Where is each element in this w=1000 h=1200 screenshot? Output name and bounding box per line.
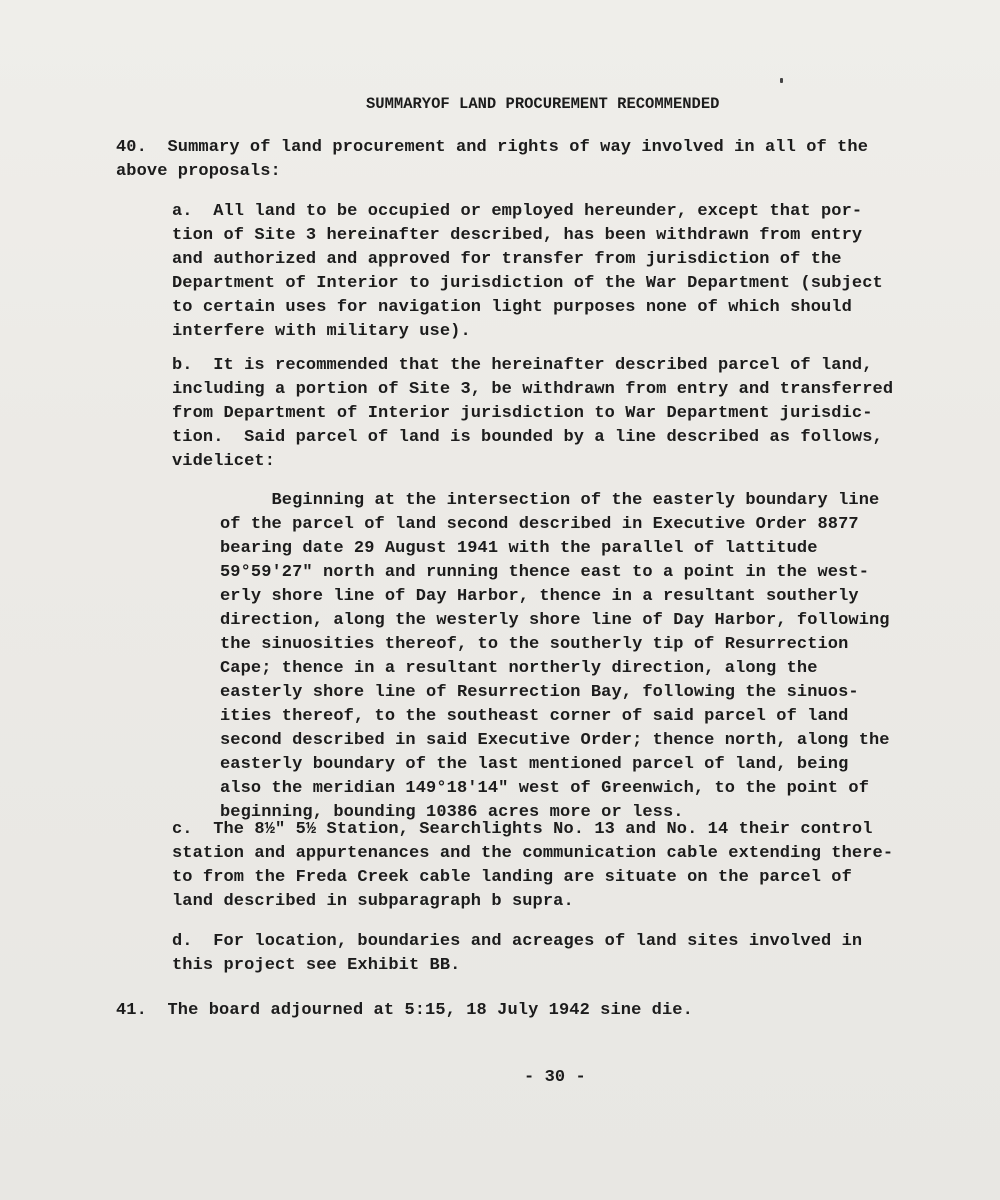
text-line: beginning, bounding 10386 acres more or less. [220, 803, 684, 822]
paragraph-40 [116, 136, 916, 184]
subparagraph-c [172, 818, 932, 914]
text-line: d. For location, boundaries and acreages of land sites involved in [172, 932, 863, 951]
text-line: 59°59'27" north and running thence east to a point in the west- [220, 563, 870, 582]
text-line: c. The 8½" 5½ Station, Searchlights No. 13 and No. 14 their control [172, 820, 873, 839]
text-line: tion. Said parcel of land is bounded by a line described as follows, [172, 428, 883, 447]
subparagraph-b [172, 354, 932, 474]
text-line: easterly boundary of the last mentioned parcel of land, being [220, 755, 849, 774]
text-line: to from the Freda Creek cable landing are situate on the parcel of [172, 868, 852, 887]
text-line: Cape; thence in a resultant northerly direction, along the [220, 659, 818, 678]
text-line: direction, along the westerly shore line of Day Harbor, following [220, 611, 890, 630]
boundary-description [220, 489, 930, 825]
ink-speck [780, 78, 783, 83]
text-line: including a portion of Site 3, be withdrawn from entry and transferred [172, 380, 894, 399]
subparagraph-d [172, 930, 932, 978]
text-line: b. It is recommended that the hereinafter described parcel of land, [172, 356, 873, 375]
text-line: Beginning at the intersection of the easterly boundary line [220, 491, 880, 510]
text-line: second described in said Executive Order; thence north, along the [220, 731, 890, 750]
text-line: bearing date 29 August 1941 with the parallel of lattitude [220, 539, 818, 558]
text-line: also the meridian 149°18'14" west of Greenwich, to the point of [220, 779, 870, 798]
text-line: erly shore line of Day Harbor, thence in a resultant southerly [220, 587, 859, 606]
page-number: - 30 - [524, 1068, 586, 1087]
text-line: 41. The board adjourned at 5:15, 18 July 1942 sine die. [116, 1001, 693, 1020]
text-line: easterly shore line of Resurrection Bay, following the sinuos- [220, 683, 859, 702]
text-line: land described in subparagraph b supra. [172, 892, 574, 911]
text-line: to certain uses for navigation light purposes none of which should [172, 298, 852, 317]
text-line: the sinuosities thereof, to the southerly tip of Resurrection [220, 635, 849, 654]
subparagraph-a [172, 200, 932, 344]
paragraph-41 [116, 999, 916, 1023]
text-line: station and appurtenances and the communication cable extending there- [172, 844, 894, 863]
text-line: videlicet: [172, 452, 276, 471]
text-line: interfere with military use). [172, 322, 471, 341]
text-line: this project see Exhibit BB. [172, 956, 461, 975]
text-line: above proposals: [116, 162, 281, 181]
text-line: and authorized and approved for transfer from jurisdiction of the [172, 250, 842, 269]
text-line: ities thereof, to the southeast corner of said parcel of land [220, 707, 849, 726]
page-heading: SUMMARYOF LAND PROCUREMENT RECOMMENDED [366, 95, 720, 113]
text-line: 40. Summary of land procurement and rights of way involved in all of the [116, 138, 869, 157]
text-line: a. All land to be occupied or employed hereunder, except that por- [172, 202, 863, 221]
text-line: tion of Site 3 hereinafter described, has been withdrawn from entry [172, 226, 863, 245]
text-line: from Department of Interior jurisdiction to War Department jurisdic- [172, 404, 873, 423]
text-line: of the parcel of land second described in Executive Order 8877 [220, 515, 859, 534]
text-line: Department of Interior to jurisdiction of the War Department (subject [172, 274, 883, 293]
